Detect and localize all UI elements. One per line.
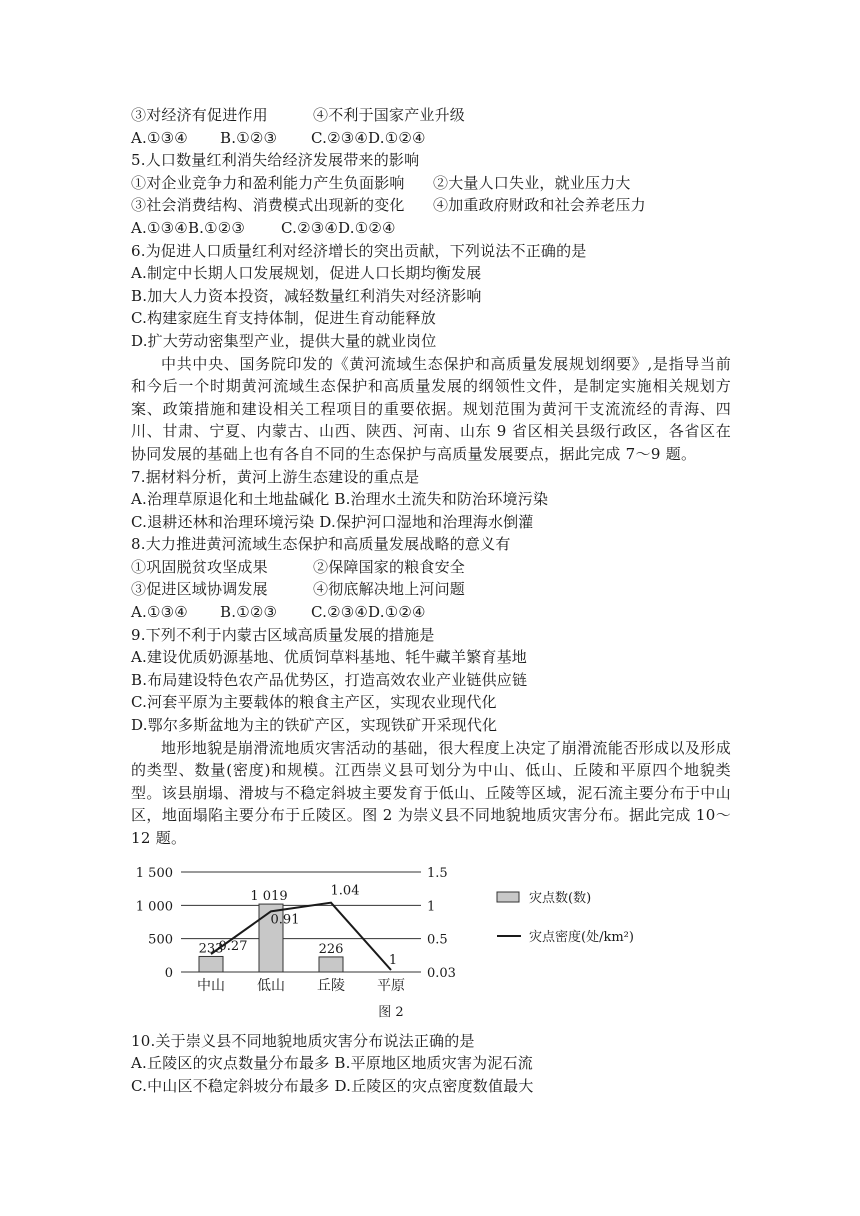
category-label: 低山 <box>257 977 285 994</box>
passage-yellow-river: 中共中央、国务院印发的《黄河流域生态保护和高质量发展规划纲要》,是指导当前和今后一个时期黄河流域生态保护和高质量发展的纲领性文件，是制定实施相关规划方案、政策措施和建设相关工程项目的重要依据。规划范围为黄河干支流流经的青海、四川、甘肃、宁夏、内蒙古、山西、陕西、河南、山东 9 省区相关县级行政区，各省区在协同发展的基础上也有各自不同的生态保护与高质量发展要点，据此完成 7～9 题。 <box>131 354 731 463</box>
option-d: D.鄂尔多斯盆地为主的铁矿产区，实现铁矿开采现代化 <box>131 716 498 735</box>
choice-row <box>131 601 731 624</box>
y-left-tick-label: 1 500 <box>135 865 173 881</box>
option-c: C.构建家庭生育支持体制，促进生育动能释放 <box>131 309 436 328</box>
category-label: 丘陵 <box>317 977 345 994</box>
choice-row <box>131 217 731 240</box>
question-10-stem: 10.关于崇义县不同地貌地质灾害分布说法正确的是 <box>131 1031 475 1050</box>
question-8-stem: 8.大力推进黄河流域生态保护和高质量发展战略的意义有 <box>131 535 511 554</box>
option-d: D.扩大劳动密集型产业，提供大量的就业岗位 <box>131 331 437 350</box>
choice-b: B.①②③ <box>220 603 278 622</box>
option-c: C.河套平原为主要载体的粮食主产区，实现农业现代化 <box>131 693 497 712</box>
option-row <box>131 172 731 195</box>
option-item: ①巩固脱贫攻坚成果 <box>131 557 268 576</box>
choice-cd: C.②③④D.①②④ <box>311 603 426 622</box>
option-item: ②保障国家的粮食安全 <box>313 557 466 576</box>
option-row <box>131 104 731 127</box>
chart-svg <box>131 854 651 1024</box>
document-page <box>131 104 731 1097</box>
line-value-label: 1 <box>388 952 398 968</box>
option-row <box>131 578 731 601</box>
density-line <box>211 902 391 969</box>
category-label: 平原 <box>377 977 405 994</box>
passage-landform: 地形地貌是崩滑流地质灾害活动的基础，很大程度上决定了崩滑流能否形成以及形成的类型、数量(密度)和规模。江西崇义县可划分为中山、低山、丘陵和平原四个地貌类型。该县崩塌、滑坡与不稳定斜坡主要发育于低山、丘陵等区域，泥石流主要分布于中山区，地面塌陷主要分布于丘陵区。图 2 为崇义县不同地貌地质灾害分布。据此完成 10～12 题。 <box>131 738 731 847</box>
y-left-tick-label: 0 <box>164 965 173 981</box>
bar <box>199 956 223 972</box>
option-item: ③促进区域协调发展 <box>131 580 268 599</box>
option-row: A.丘陵区的灾点数量分布最多 B.平原地区地质灾害为泥石流 <box>131 1054 533 1073</box>
option-row: C.中山区不稳定斜坡分布最多 D.丘陵区的灾点密度数值最大 <box>131 1076 534 1095</box>
option-row: A.治理草原退化和土地盐碱化 B.治理水土流失和防治环境污染 <box>131 490 549 509</box>
option-item: ③对经济有促进作用 <box>131 106 268 124</box>
question-6-stem: 6.为促进人口质量红利对经济增长的突出贡献，下列说法不正确的是 <box>131 241 587 260</box>
choice-a: A.①③④ <box>131 603 188 622</box>
option-item: ②大量人口失业，就业压力大 <box>433 173 631 192</box>
choice-cd: C.②③④D.①②④ <box>281 218 396 237</box>
figure-caption: 图 2 <box>378 1004 404 1020</box>
legend-bar-label: 灾点数(数) <box>529 890 592 906</box>
option-row <box>131 556 731 579</box>
line-value-label: 0.27 <box>218 938 248 954</box>
line-value-label: 1.04 <box>330 883 360 899</box>
option-item: ③社会消费结构、消费模式出现新的变化 <box>131 196 405 215</box>
question-5-stem: 5.人口数量红利消失给经济发展带来的影响 <box>131 151 420 170</box>
option-b: B.加大人力资本投资，减轻数量红利消失对经济影响 <box>131 286 482 305</box>
choice-cd: C.②③④D.①②④ <box>311 128 426 147</box>
figure-2-chart <box>131 854 651 1024</box>
option-row: C.退耕还林和治理环境污染 D.保护河口湿地和治理海水倒灌 <box>131 512 534 531</box>
y-right-tick-label: 0.03 <box>427 965 456 981</box>
choice-b: B.①②③ <box>220 128 278 147</box>
legend-line-label: 灾点密度(处/km²) <box>529 929 634 945</box>
y-right-tick-label: 1.5 <box>427 865 448 881</box>
option-item: ④加重政府财政和社会养老压力 <box>433 196 646 215</box>
question-9-stem: 9.下列不利于内蒙古区域高质量发展的措施是 <box>131 625 435 644</box>
y-right-tick-label: 0.5 <box>427 932 448 948</box>
question-7-stem: 7.据材料分析，黄河上游生态建设的重点是 <box>131 467 420 486</box>
option-item: ①对企业竞争力和盈利能力产生负面影响 <box>131 173 405 192</box>
y-left-tick-label: 500 <box>148 932 173 948</box>
bar-value-label: 233 <box>198 941 224 957</box>
y-left-tick-label: 1 000 <box>135 898 173 914</box>
legend-bar-swatch <box>497 892 519 902</box>
choice-row <box>131 127 731 150</box>
option-a: A.建设优质奶源基地、优质饲草料基地、牦牛藏羊繁育基地 <box>131 648 528 667</box>
option-item: ④彻底解决地上河问题 <box>313 580 466 599</box>
line-value-label: 0.91 <box>270 911 300 927</box>
bar-value-label: 226 <box>318 941 344 957</box>
option-a: A.制定中长期人口发展规划，促进人口长期均衡发展 <box>131 264 482 283</box>
choice-a: A.①③④ <box>131 128 188 147</box>
choice-ab: A.①③④B.①②③ <box>131 218 246 237</box>
category-label: 中山 <box>197 977 225 994</box>
bar-value-label: 1 019 <box>250 888 288 904</box>
bar <box>319 957 343 972</box>
option-b: B.布局建设特色农产品优势区，打造高效农业产业链供应链 <box>131 670 528 689</box>
option-row <box>131 194 731 217</box>
option-item: ④不利于国家产业升级 <box>313 106 466 124</box>
y-right-tick-label: 1 <box>427 898 436 914</box>
